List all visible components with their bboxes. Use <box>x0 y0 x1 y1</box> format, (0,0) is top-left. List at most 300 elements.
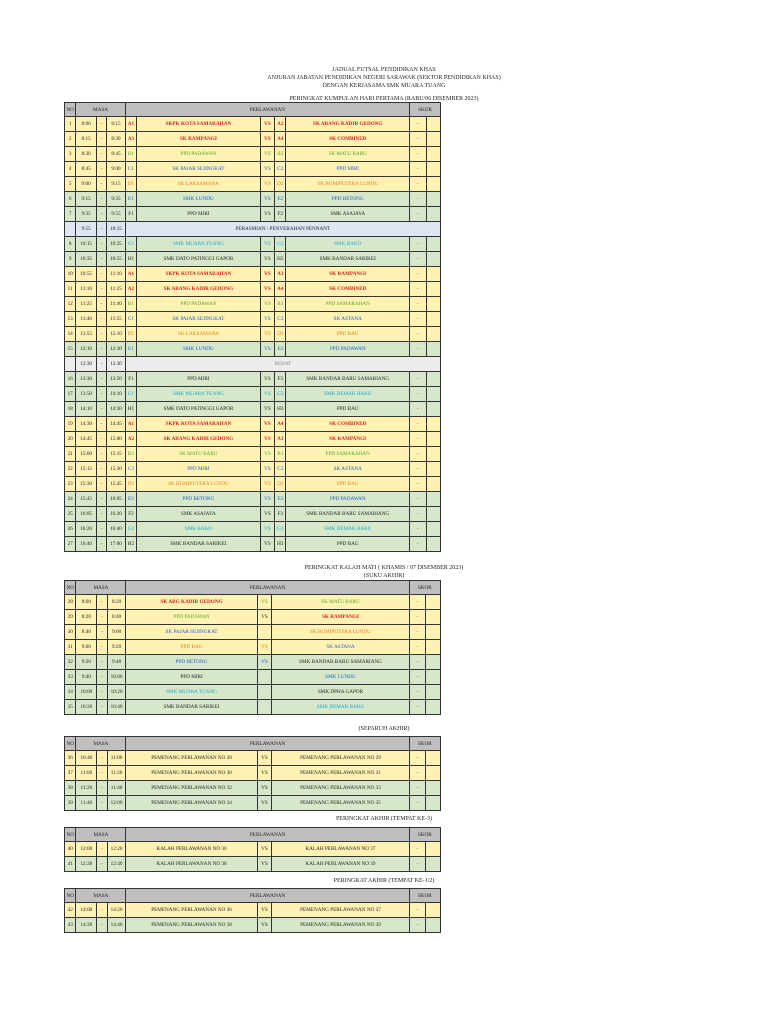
home-team: SMK BANDAR SARIKEI <box>137 537 261 552</box>
group-code-away: G3 <box>275 522 286 537</box>
title-line-3: DENGAN KERJASAMA SMK MUARA TUANG <box>322 83 446 89</box>
home-team: SMK BAKO <box>137 522 261 537</box>
away-team: PPD PADAWAN <box>286 492 410 507</box>
score-cell-extra[interactable] <box>426 766 441 781</box>
score-cell-extra[interactable] <box>426 507 440 522</box>
vs-label: VS <box>260 192 274 207</box>
home-team: SMK BANDAR SARIKEI <box>126 700 257 715</box>
time-dash: - <box>97 595 107 610</box>
vs-label <box>257 625 272 640</box>
home-team: KALAH PERLAWANAN NO 36 <box>126 842 257 857</box>
match-number: 18 <box>65 402 76 417</box>
schedule-table <box>64 102 441 552</box>
score-cell[interactable]: - <box>410 267 426 282</box>
time-dash: - <box>97 700 107 715</box>
score-cell-extra[interactable] <box>426 903 441 918</box>
match-number: 33 <box>65 670 76 685</box>
home-team: SK PAJAR SEJINGKAT <box>137 312 261 327</box>
away-team: PEMENANG PERLAWANAN NO 33 <box>272 781 409 796</box>
table-row <box>65 462 441 477</box>
end-time: 8:30 <box>107 132 126 147</box>
vs-label: VS <box>260 237 274 252</box>
score-cell-extra[interactable] <box>426 842 441 857</box>
score-cell[interactable]: - <box>410 342 426 357</box>
score-cell-extra[interactable] <box>426 207 440 222</box>
table-row <box>65 766 441 781</box>
match-number: 37 <box>65 766 76 781</box>
header-skor: SKOR <box>409 828 440 842</box>
table-row <box>65 537 441 552</box>
table-row <box>65 357 441 372</box>
score-cell-extra[interactable] <box>426 192 440 207</box>
match-number: 29 <box>65 610 76 625</box>
score-cell[interactable]: - <box>410 462 426 477</box>
table-row <box>65 147 441 162</box>
score-cell[interactable]: - <box>410 537 426 552</box>
score-cell-extra[interactable] <box>426 417 440 432</box>
score-cell[interactable]: - <box>410 252 426 267</box>
score-cell[interactable]: - <box>410 312 426 327</box>
vs-label: VS <box>260 417 274 432</box>
table-row <box>65 177 441 192</box>
title-line-1: JADUAL FUTSAL PENDIDIKAN KHAS <box>332 67 436 73</box>
home-team: SK ABANG KADIR GEDONG <box>137 432 261 447</box>
vs-label: VS <box>260 492 274 507</box>
away-team: SK MATU BARU <box>286 147 410 162</box>
start-time: 8:00 <box>76 117 97 132</box>
start-time: 11:55 <box>76 327 97 342</box>
away-team: KALAH PERLAWANAN NO 37 <box>272 842 409 857</box>
end-time: 11:00 <box>107 751 126 766</box>
match-number: 9 <box>65 252 76 267</box>
away-team: PEMENANG PERLAWANAN NO 35 <box>272 796 409 811</box>
score-cell[interactable]: - <box>409 670 426 685</box>
table-row <box>65 477 441 492</box>
score-cell[interactable]: - <box>409 595 426 610</box>
score-cell[interactable]: - <box>410 432 426 447</box>
score-cell-extra[interactable] <box>426 177 440 192</box>
vs-label: VS <box>260 162 274 177</box>
score-cell-extra[interactable] <box>426 655 441 670</box>
group-code-home: B1 <box>125 297 136 312</box>
time-dash: - <box>96 537 106 552</box>
header-no: NO <box>65 103 76 117</box>
score-cell[interactable]: - <box>410 207 426 222</box>
document-title <box>0 66 768 90</box>
start-time: 10:15 <box>76 237 97 252</box>
away-team: SMK DEMAK BARU <box>286 522 410 537</box>
score-cell-extra[interactable] <box>426 342 440 357</box>
time-dash: - <box>97 685 107 700</box>
table-row <box>65 117 441 132</box>
score-cell[interactable]: - <box>409 700 426 715</box>
home-team: SKPK KOTA SAMARAHAN <box>137 417 261 432</box>
score-cell-extra[interactable] <box>426 117 440 132</box>
time-dash: - <box>96 327 106 342</box>
start-time: 8:20 <box>76 610 97 625</box>
end-time: 14:30 <box>107 402 126 417</box>
group-code-away: C2 <box>275 162 286 177</box>
score-cell-extra[interactable] <box>426 132 440 147</box>
score-cell[interactable]: - <box>409 655 426 670</box>
section-title: PERINGKAT AKHIR (TEMPAT KE-3) <box>335 816 433 822</box>
group-code-away: G3 <box>275 387 286 402</box>
time-dash: - <box>96 357 106 372</box>
match-number: 28 <box>65 595 76 610</box>
score-cell-extra[interactable] <box>426 147 440 162</box>
end-time: 15:45 <box>107 477 126 492</box>
score-cell[interactable]: - <box>410 507 426 522</box>
vs-label: VS <box>257 610 272 625</box>
group-code-away: A4 <box>275 132 286 147</box>
end-time: 14:45 <box>107 417 126 432</box>
group-code-home: A2 <box>125 432 136 447</box>
score-cell-extra[interactable] <box>426 918 441 933</box>
start-time: 10:40 <box>76 751 97 766</box>
away-team: SMK BANDAR BARU SAMARIANG <box>286 507 410 522</box>
match-number: 36 <box>65 751 76 766</box>
header-masa: MASA <box>76 889 126 903</box>
score-cell-extra[interactable] <box>426 610 441 625</box>
time-dash: - <box>96 462 106 477</box>
start-time: 16:20 <box>76 522 97 537</box>
home-team: PPD BAU <box>126 640 257 655</box>
score-cell-extra[interactable] <box>426 477 440 492</box>
score-cell-extra[interactable] <box>426 700 441 715</box>
match-number: 32 <box>65 655 76 670</box>
vs-label: VS <box>257 903 272 918</box>
score-cell[interactable]: - <box>409 625 426 640</box>
start-time: 15:15 <box>76 462 97 477</box>
start-time: 11:00 <box>76 766 97 781</box>
start-time: 10:55 <box>76 267 97 282</box>
match-number: 17 <box>65 387 76 402</box>
score-cell-extra[interactable] <box>426 462 440 477</box>
match-number: 43 <box>65 918 76 933</box>
time-dash: - <box>97 640 107 655</box>
match-number: 13 <box>65 312 76 327</box>
score-cell-extra[interactable] <box>426 387 440 402</box>
group-code-away: B3 <box>275 297 286 312</box>
group-code-home: C1 <box>125 162 136 177</box>
start-time: 9:20 <box>76 655 97 670</box>
time-dash: - <box>96 312 106 327</box>
table-row <box>65 595 441 610</box>
end-time: 12:10 <box>107 327 126 342</box>
score-cell-extra[interactable] <box>426 522 440 537</box>
score-cell[interactable]: - <box>410 117 426 132</box>
score-cell-extra[interactable] <box>426 685 441 700</box>
start-time: 11:40 <box>76 312 97 327</box>
group-code-home: F1 <box>125 207 136 222</box>
vs-label: VS <box>260 252 274 267</box>
start-time: 9:00 <box>76 640 97 655</box>
table-row <box>65 372 441 387</box>
header-no: NO <box>65 889 76 903</box>
score-cell[interactable]: - <box>410 492 426 507</box>
start-time: 13:50 <box>76 387 97 402</box>
group-code-away: D2 <box>275 177 286 192</box>
time-dash: - <box>96 372 106 387</box>
away-team: PPD SAMARAHAN <box>286 447 410 462</box>
score-cell-extra[interactable] <box>426 751 441 766</box>
time-dash: - <box>96 177 106 192</box>
table-row <box>65 417 441 432</box>
away-team: SMK BANDAR BARU SAMARIANG <box>272 655 409 670</box>
group-code-home: A1 <box>125 417 136 432</box>
group-code-away: E2 <box>275 192 286 207</box>
event-label: REHAT <box>125 357 440 372</box>
score-cell[interactable]: - <box>410 297 426 312</box>
vs-label: VS <box>257 751 272 766</box>
end-time: 11:25 <box>107 282 126 297</box>
table-row <box>65 432 441 447</box>
vs-label: VS <box>260 462 274 477</box>
group-code-away: F2 <box>275 207 286 222</box>
end-time: 8:20 <box>107 595 126 610</box>
end-time: 9:40 <box>107 655 126 670</box>
table-row <box>65 342 441 357</box>
score-cell[interactable]: - <box>410 282 426 297</box>
score-cell-extra[interactable] <box>426 796 441 811</box>
title-line-2: ANJURAN JABATAN PENDIDIKAN NEGERI SARAWAK (SEKTOR PENDIDIKAN KHAS) <box>267 75 501 81</box>
time-dash: - <box>96 402 106 417</box>
table-row <box>65 700 441 715</box>
match-number: 16 <box>65 372 76 387</box>
vs-label: VS <box>260 507 274 522</box>
score-cell[interactable]: - <box>410 192 426 207</box>
score-cell-extra[interactable] <box>426 162 440 177</box>
time-dash: - <box>97 857 107 872</box>
vs-label: VS <box>260 387 274 402</box>
match-number: 26 <box>65 522 76 537</box>
away-team: PEMENANG PERLAWANAN NO 29 <box>272 751 409 766</box>
score-cell-extra[interactable] <box>426 432 440 447</box>
score-cell-extra[interactable] <box>426 267 440 282</box>
score-cell[interactable]: - <box>410 327 426 342</box>
time-dash: - <box>96 342 106 357</box>
home-team: SMK MUARA TUANG <box>137 387 261 402</box>
table-row <box>65 207 441 222</box>
table-header-row <box>65 581 441 595</box>
start-time: 11:25 <box>76 297 97 312</box>
home-team: SMK LUNDU <box>137 342 261 357</box>
away-team: PPD BAU <box>286 402 410 417</box>
score-cell[interactable]: - <box>410 447 426 462</box>
row-no <box>65 357 76 372</box>
group-code-home: A3 <box>125 132 136 147</box>
end-time: 16:20 <box>107 507 126 522</box>
table-row <box>65 507 441 522</box>
score-cell[interactable]: - <box>409 903 426 918</box>
score-cell[interactable]: - <box>410 372 426 387</box>
group-code-away: B3 <box>275 447 286 462</box>
score-cell[interactable]: - <box>409 610 426 625</box>
match-number: 10 <box>65 267 76 282</box>
home-team: PEMENANG PERLAWANAN NO 32 <box>126 781 257 796</box>
score-cell[interactable]: - <box>409 640 426 655</box>
score-cell[interactable]: - <box>409 685 426 700</box>
home-team: PPD MIRI <box>126 670 257 685</box>
away-team: PPD BETONG <box>286 192 410 207</box>
score-cell-extra[interactable] <box>426 447 440 462</box>
group-code-away: E3 <box>275 342 286 357</box>
start-time: 14:30 <box>76 417 97 432</box>
end-time: 9:15 <box>107 177 126 192</box>
start-time: 10:20 <box>76 700 97 715</box>
score-cell-extra[interactable] <box>426 372 440 387</box>
start-time: 10:00 <box>76 685 97 700</box>
group-code-home: A2 <box>125 282 136 297</box>
match-number: 19 <box>65 417 76 432</box>
time-dash: - <box>96 522 106 537</box>
score-cell[interactable]: - <box>410 417 426 432</box>
score-cell-extra[interactable] <box>426 670 441 685</box>
start-time: 12:20 <box>76 857 97 872</box>
home-team: PPD MIRI <box>137 372 261 387</box>
time-dash: - <box>96 417 106 432</box>
group-code-away: G2 <box>275 237 286 252</box>
schedule-table <box>64 580 441 715</box>
match-number: 4 <box>65 162 76 177</box>
score-cell[interactable]: - <box>410 522 426 537</box>
vs-label: VS <box>260 117 274 132</box>
vs-label: VS <box>257 595 272 610</box>
start-time: 13:30 <box>76 372 97 387</box>
away-team: SK COMBINED <box>286 282 410 297</box>
away-team: SMK BAKO <box>286 237 410 252</box>
score-cell-extra[interactable] <box>426 237 440 252</box>
score-cell[interactable]: - <box>409 796 426 811</box>
end-time: 8:15 <box>107 117 126 132</box>
score-cell-extra[interactable] <box>426 297 440 312</box>
score-cell-extra[interactable] <box>426 312 440 327</box>
time-dash: - <box>96 252 106 267</box>
score-cell-extra[interactable] <box>426 327 440 342</box>
start-time: 9:55 <box>76 222 97 237</box>
end-time: 15:30 <box>107 462 126 477</box>
end-time: 16:40 <box>107 522 126 537</box>
vs-label <box>257 700 272 715</box>
time-dash: - <box>96 147 106 162</box>
header-masa: MASA <box>76 828 126 842</box>
score-cell[interactable]: - <box>409 842 426 857</box>
away-team: SMK BANDAR SARIKEI <box>286 252 410 267</box>
time-dash: - <box>97 670 107 685</box>
score-cell[interactable]: - <box>409 781 426 796</box>
score-cell[interactable]: - <box>410 177 426 192</box>
score-cell-extra[interactable] <box>426 492 440 507</box>
score-cell[interactable]: - <box>410 402 426 417</box>
score-cell-extra[interactable] <box>426 595 441 610</box>
home-team: PEMENANG PERLAWANAN NO 38 <box>126 918 257 933</box>
time-dash: - <box>96 432 106 447</box>
end-time: 9:35 <box>107 192 126 207</box>
end-time: 9:00 <box>107 625 126 640</box>
group-code-away: D3 <box>275 477 286 492</box>
score-cell[interactable]: - <box>410 162 426 177</box>
end-time: 12:00 <box>107 796 126 811</box>
section-title: (SUKU AKHIR) <box>363 573 405 579</box>
match-number: 23 <box>65 477 76 492</box>
group-code-away: F3 <box>275 507 286 522</box>
away-team: PPD PADAWAN <box>286 342 410 357</box>
home-team: SMK MUARA TUANG <box>137 237 261 252</box>
score-cell-extra[interactable] <box>426 781 441 796</box>
score-cell[interactable]: - <box>410 477 426 492</box>
time-dash: - <box>97 655 107 670</box>
start-time: 8:40 <box>76 625 97 640</box>
score-cell[interactable]: - <box>410 132 426 147</box>
vs-label: VS <box>260 132 274 147</box>
vs-label: VS <box>260 432 274 447</box>
match-number: 25 <box>65 507 76 522</box>
start-time: 16:40 <box>76 537 97 552</box>
time-dash: - <box>97 766 107 781</box>
home-team: SK ABG KADIR GEDONG <box>126 595 257 610</box>
score-cell-extra[interactable] <box>426 640 441 655</box>
group-code-home: F2 <box>125 507 136 522</box>
score-cell[interactable]: - <box>410 147 426 162</box>
score-cell[interactable]: - <box>409 918 426 933</box>
score-cell-extra[interactable] <box>426 252 440 267</box>
time-dash: - <box>96 282 106 297</box>
away-team: SK BUMIPUTERA LUNDU <box>272 625 409 640</box>
table-header-row <box>65 828 441 842</box>
time-dash: - <box>96 297 106 312</box>
vs-label <box>257 670 272 685</box>
group-code-home: D2 <box>125 477 136 492</box>
start-time: 9:15 <box>76 192 97 207</box>
header-no: NO <box>65 828 76 842</box>
table-row <box>65 132 441 147</box>
score-cell[interactable]: - <box>410 387 426 402</box>
away-team: SK ABANG KADIR GEDONG <box>286 117 410 132</box>
group-code-home: H1 <box>125 252 136 267</box>
table-row <box>65 857 441 872</box>
score-cell-extra[interactable] <box>426 857 441 872</box>
score-cell-extra[interactable] <box>426 282 440 297</box>
score-cell[interactable]: - <box>410 237 426 252</box>
table-header-row <box>65 103 441 117</box>
match-number: 20 <box>65 432 76 447</box>
home-team: SKPK KOTA SAMARAHAN <box>137 267 261 282</box>
end-time: 10:15 <box>107 222 126 237</box>
vs-label: VS <box>260 312 274 327</box>
time-dash: - <box>96 132 106 147</box>
group-code-away: B2 <box>275 147 286 162</box>
end-time: 14:40 <box>107 918 126 933</box>
score-cell-extra[interactable] <box>426 402 440 417</box>
group-code-home: G1 <box>125 237 136 252</box>
home-team: PEMENANG PERLAWANAN NO 30 <box>126 766 257 781</box>
score-cell[interactable]: - <box>409 766 426 781</box>
away-team: PPD BAU <box>286 537 410 552</box>
end-time: 10:55 <box>107 252 126 267</box>
score-cell-extra[interactable] <box>426 537 440 552</box>
vs-label: VS <box>260 372 274 387</box>
home-team: PPD PADAWAN <box>137 147 261 162</box>
score-cell-extra[interactable] <box>426 625 441 640</box>
end-time: 9:55 <box>107 207 126 222</box>
vs-label: VS <box>260 342 274 357</box>
score-cell[interactable]: - <box>409 751 426 766</box>
home-team: SK LAKSAMANA <box>137 327 261 342</box>
start-time: 16:05 <box>76 507 97 522</box>
match-number: 12 <box>65 297 76 312</box>
vs-label: VS <box>260 522 274 537</box>
score-cell[interactable]: - <box>409 857 426 872</box>
